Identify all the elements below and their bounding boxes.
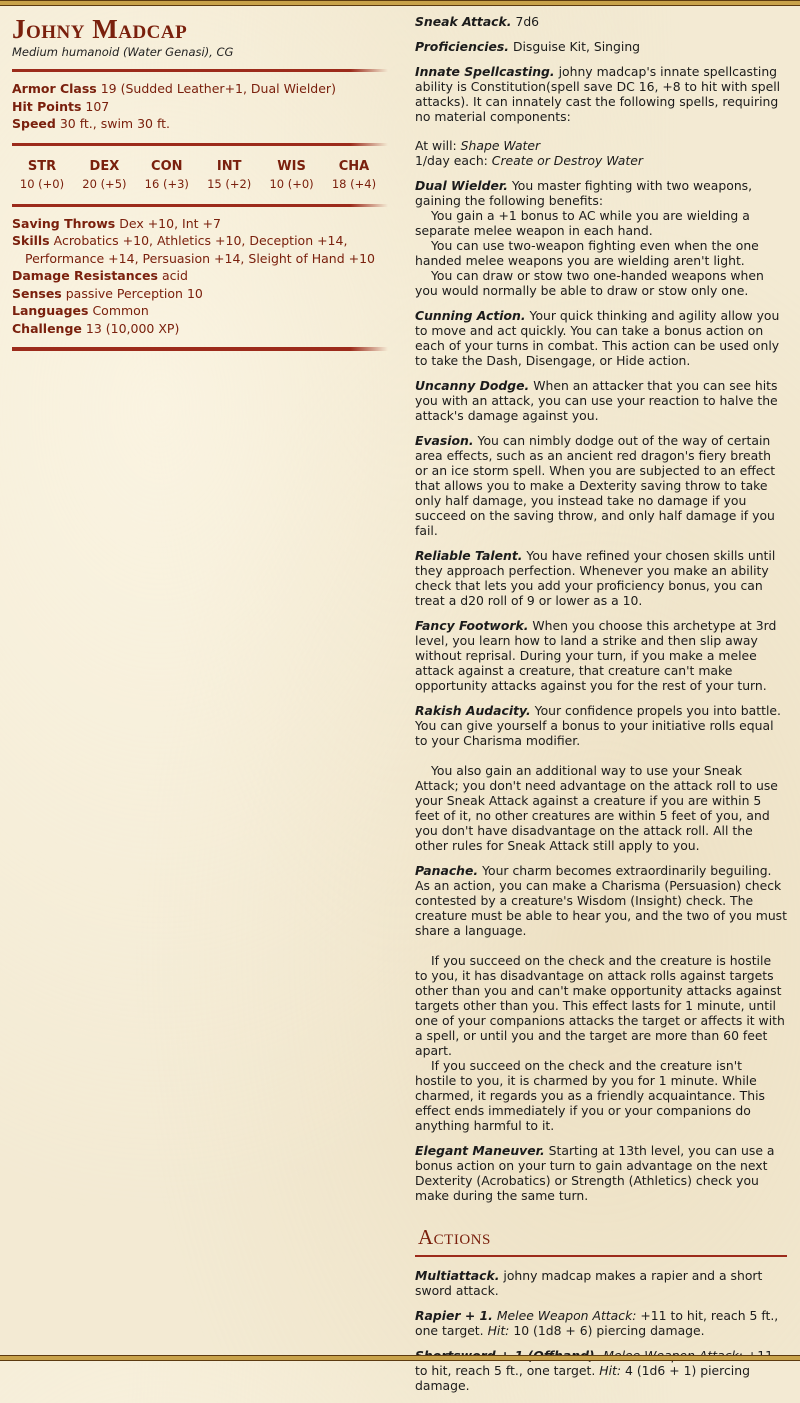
challenge: Challenge 13 (10,000 XP) <box>12 320 180 336</box>
speed: Speed 30 ft., swim 30 ft. <box>12 116 171 131</box>
trait-innate-spellcasting: Innate Spellcasting. johny madcap's innate spellcasting ability is Constitution(spell save DC 16, +8 to hit with spell attacks). It can innately cast the following spells, requiring no material components: <box>415 64 781 124</box>
action-shortsword: to hit, reach 5 ft., one target. Hit: 4 (1d6 + 1) piercing damage. <box>415 1363 750 1393</box>
trait-dual-wielder: Dual Wielder. You master fighting with two weapons, gaining the following benefits: You gain a +1 bonus to AC while you are wielding a separate melee weapon in each hand. You can use two-weapon fighting even when the one handed melee weapons you are wielding aren't light. You can draw or stow two one-handed weapons when you would normally be able to draw or stow only one. <box>415 178 764 298</box>
trait-rakish-audacity: Rakish Audacity. Your confidence propels you into battle. You can give yourself a bonus to your initiative rolls equal to your Charisma modifier. You also gain an additional way to use your Sneak Attack; you don't need advantage on the attack roll to use your Sneak Attack against a creature if you are within 5 feet of it, no other creatures are within 5 feet of you, and you don't have disadvantage on the attack roll. All the other rules for Sneak Attack still apply to you. <box>415 703 781 853</box>
page-border-bottom <box>0 1355 800 1361</box>
ability-int: INT 15 (+2) <box>207 158 252 191</box>
page-border-top <box>0 0 800 6</box>
trait-evasion: Evasion. You can nimbly dodge out of the way of certain area effects, such as an ancient red dragon's fiery breath or an ice storm spell. When you are subjected to an effect that allows you to make a Dexterity saving throw to take only half damage, you instead take no damage if you succeed on the saving throw, and only half damage if you fail. <box>415 433 776 538</box>
hit-points: Hit Points 107 <box>12 98 110 114</box>
spells-at-will: At will: Shape Water <box>415 138 541 153</box>
monster-type: Medium humanoid (Water Genasi), CG <box>12 45 234 59</box>
senses: Senses passive Perception 10 <box>12 285 203 301</box>
traits-column <box>415 14 787 1403</box>
skills: Skills Acrobatics +10, Athletics +10, Deception +14, <box>12 233 348 248</box>
trait-proficiencies: Proficiencies. Disguise Kit, Singing <box>415 39 641 54</box>
divider <box>12 143 388 146</box>
actions-divider <box>415 1255 787 1257</box>
languages: Languages Common <box>12 303 149 318</box>
saving-throws: Saving Throws Dex +10, Int +7 <box>12 215 221 231</box>
ability-str: STR 10 (+0) <box>19 158 65 191</box>
trait-elegant-maneuver: Elegant Maneuver. Starting at 13th level, you can use a bonus action on your turn to gain advantage on the next Dexterity (Acrobatics) or Strength (Athletics) check you make during the same turn. <box>415 1143 775 1203</box>
armor-class: Armor Class 19 (Sudded Leather+1, Dual Wielder) <box>12 81 336 96</box>
trait-fancy-footwork: Fancy Footwork. When you choose this archetype at 3rd level, you learn how to land a strike and then slip away without reprisal. During your turn, if you make a melee attack against a creature, that creature can't make opportunity attacks against you for the rest of your turn. <box>415 618 777 693</box>
skills-continued: Performance +14, Persuasion +14, Sleight of Hand +10 <box>25 250 375 266</box>
ability-scores <box>12 154 384 194</box>
trait-panache: Panache. Your charm becomes extraordinarily beguiling. As an action, you can make a Charisma (Persuasion) check contested by a creature's Wisdom (Insight) check. The creature must be able to hear you, and the two of you must share a language. If you succeed on the check and the creature is hostile to you, it has disadvantage on attack rolls against targets other than you and can't make opportunity attacks against targets other than you. This effect lasts for 1 minute, until one of your companions attacks the target or affects it with a spell, or until you and the target are more than 60 feet apart. If you succeed on the check and the creature isn't hostile to you, it is charmed by you for 1 minute. While charmed, it regards you as a friendly acquaintance. This effect ends immediately if you or your companions do anything harmful to it. <box>415 863 787 1133</box>
spells-per-day: 1/day each: Create or Destroy Water <box>415 153 643 168</box>
damage-resistances: Damage Resistances acid <box>12 268 188 283</box>
ability-wis: WIS 10 (+0) <box>269 158 314 191</box>
ability-dex: DEX 20 (+5) <box>82 158 127 191</box>
trait-cunning-action: Cunning Action. Your quick thinking and agility allow you to move and act quickly. You can take a bonus action on each of your turns in combat. This action can be used only to take the Dash, Disengage, or Hide action. <box>415 308 780 368</box>
divider <box>12 347 388 351</box>
trait-uncanny-dodge: Uncanny Dodge. When an attacker that you can see hits you with an attack, you can use your reaction to halve the attack's damage against you. <box>415 378 778 423</box>
trait-reliable-talent: Reliable Talent. You have refined your chosen skills until they approach perfection. Whenever you make an ability check that lets you add your proficiency bonus, you can treat a d20 roll of 9 or lower as a 10. <box>415 548 776 608</box>
divider <box>12 69 388 72</box>
stat-block-header <box>12 14 388 359</box>
ability-con: CON 16 (+3) <box>144 158 189 191</box>
trait-sneak-attack: Sneak Attack. 7d6 <box>415 14 540 29</box>
action-multiattack: Multiattack. johny madcap makes a rapier and a short sword attack. <box>415 1268 763 1298</box>
monster-name: Johny Madcap <box>12 14 188 44</box>
ability-cha: CHA 18 (+4) <box>331 158 377 191</box>
divider <box>12 204 388 207</box>
action-rapier: Rapier + 1. Melee Weapon Attack: +11 to hit, reach 5 ft., one target. Hit: 10 (1d8 + 6) piercing damage. <box>415 1308 779 1338</box>
actions-heading: Actions <box>418 1225 491 1249</box>
